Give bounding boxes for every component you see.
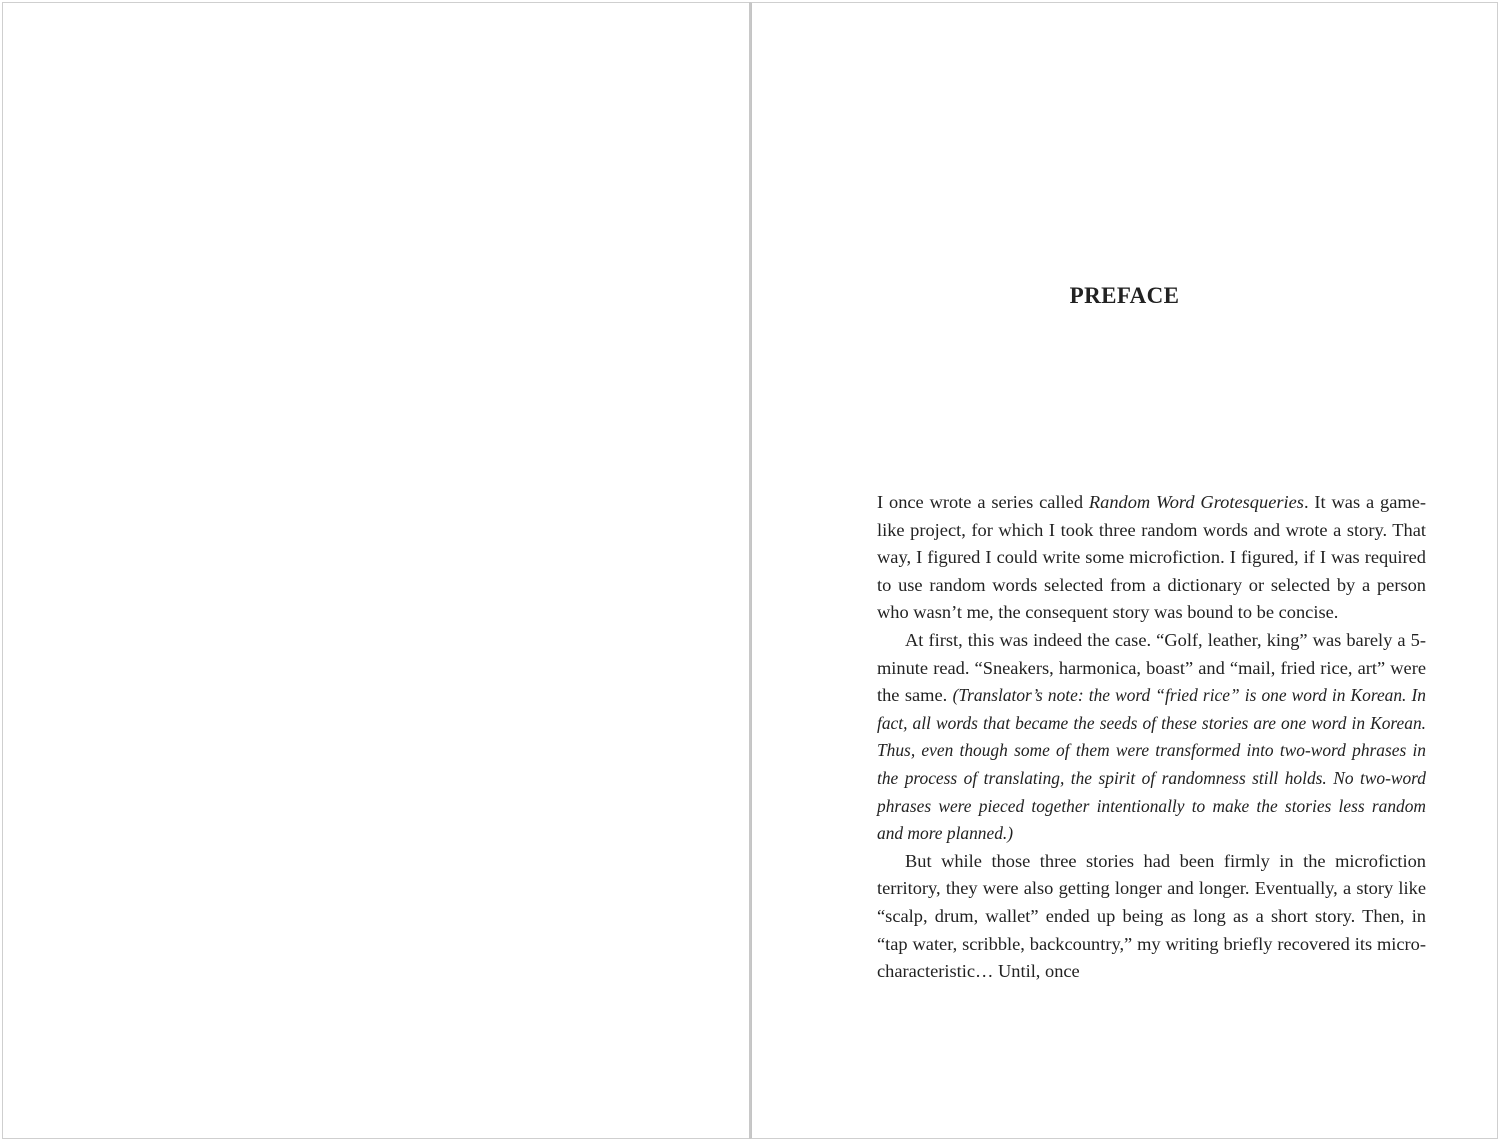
page-gutter — [749, 2, 751, 1139]
paragraph-1-text-end: . It was a game-like project, for which I took three random words and wrote a story. That way, I figured I could write some microfiction. I figured, if I was required to use random words selected from a dictionary or selected by a person who wasn’t me, the consequent story was bound to be concise. — [877, 492, 1426, 623]
paragraph-1 — [877, 489, 1426, 627]
right-page — [750, 2, 1498, 1139]
chapter-title: PREFACE — [1069, 283, 1180, 308]
left-page — [2, 2, 750, 1139]
paragraph-3-text: But while those three stories had been firmly in the microfiction territory, they were also getting longer and longer. Eventually, a story like “scalp, drum, wallet” ended up being as long as a short story. Then, in “tap water, scribble, backcountry,” my writing briefly recovered its micro-characteristic… Until, once — [877, 850, 1426, 982]
paragraph-3 — [877, 848, 1426, 986]
paragraph-1-text-start: I once wrote a series called — [877, 492, 1089, 512]
translator-note: (Translator’s note: the word “fried rice” is one word in Korean. In fact, all words that became the seeds of these stories are one word in Korean. Thus, even though some of them were transformed into two-word phrases in the process of translating, the spirit of randomness still holds. No two-word phrases were pieced together intentionally to make the stories less random and more planned.) — [877, 685, 1426, 844]
series-title: Random Word Grotesqueries — [1088, 492, 1304, 512]
paragraph-2 — [877, 627, 1426, 848]
paragraph-2-text: At first, this was indeed the case. “Golf, leather, king” was barely a 5-minute read. “Sneakers, harmonica, boast” and “mail, fried rice, art” were the same. — [877, 629, 1426, 706]
preface-body — [877, 489, 1426, 986]
